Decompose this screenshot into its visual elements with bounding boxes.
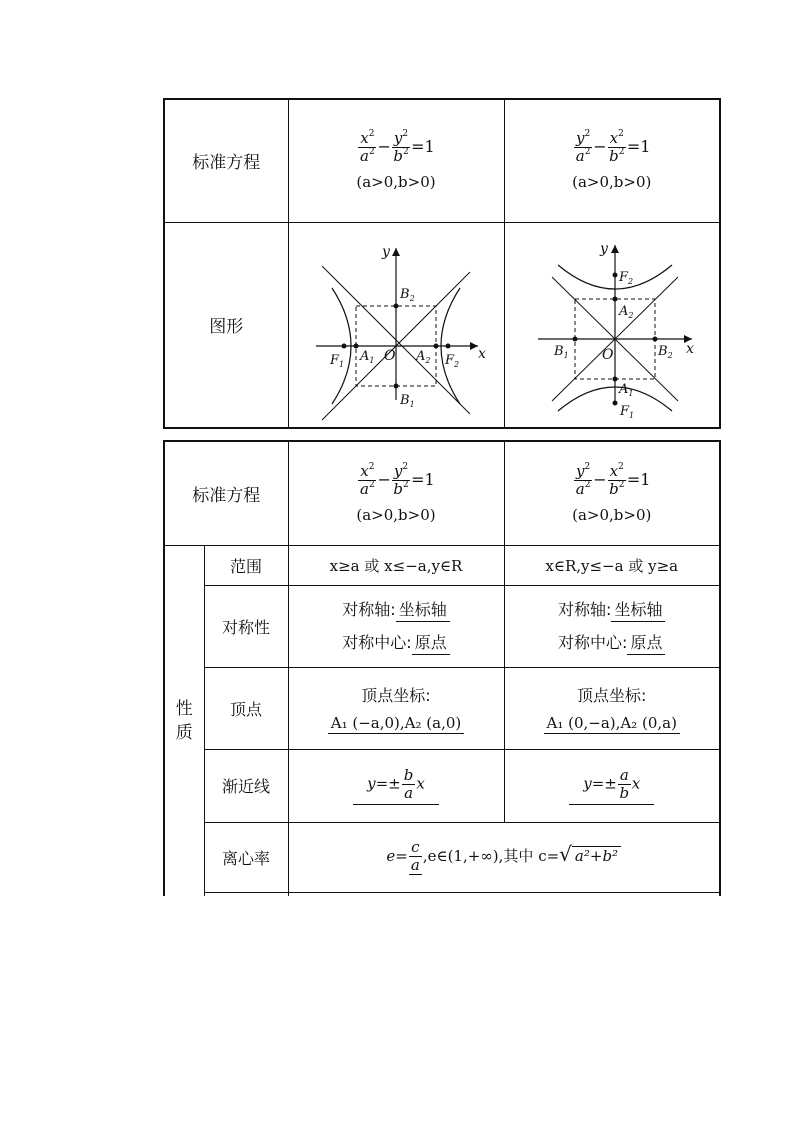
graph-vertical-cell	[504, 222, 720, 428]
label-standard-equation: 标准方程	[164, 441, 288, 545]
eccentricity-cell: e= $\frac{c}{a}$ ,e∈(1,+∞),其中 c=√ a²+b²	[288, 822, 720, 892]
symmetry-y-cell: 对称轴: 坐标轴 对称中心: 原点	[504, 585, 720, 667]
svg-text:A1: $A_1$	[618, 381, 634, 398]
graph-horizontal-cell	[288, 222, 504, 428]
equation-y-cell	[504, 99, 720, 222]
range-x-cell: x≥a 或 x≤−a,y∈R	[288, 545, 504, 585]
svg-text:F1: $F_1$	[619, 403, 634, 420]
svg-text:F1: $F_1$	[330, 352, 345, 369]
svg-text:A2: $A_2$	[416, 348, 431, 365]
asymptote-x-formula: y=± $\frac{b}{a}$ x	[353, 767, 439, 805]
svg-text:x: x	[478, 345, 486, 362]
asymptote-y-formula: y=± $\frac{a}{b}$ x	[569, 767, 654, 805]
condition: (a>0,b>0)	[572, 173, 652, 192]
svg-text:B1: $B_1$	[553, 343, 569, 360]
label-graph: 图形	[164, 222, 288, 428]
label-eccentricity: 离心率	[204, 822, 288, 892]
vertex-x-value: A₁ (−a,0),A₂ (a,0)	[328, 714, 464, 734]
top-table	[163, 98, 721, 429]
eccentricity-fraction: $\frac{c}{a}$	[410, 838, 420, 874]
svg-text:y: y	[382, 243, 390, 260]
label-standard-equation: 标准方程	[164, 99, 288, 222]
svg-text:B1: $B_1$	[400, 392, 415, 409]
svg-text:O: O	[384, 347, 396, 364]
equation-x-cell	[288, 441, 504, 545]
svg-text:y: y	[599, 240, 608, 257]
equation-y-cell	[504, 441, 720, 545]
label-symmetry: 对称性	[204, 585, 288, 667]
svg-text:B2: $B_2$	[400, 286, 415, 303]
equation-x: $\frac{x^2}{a^2}$ − $\frac{y^2}{b^2}$ =1	[360, 129, 435, 166]
condition: (a>0,b>0)	[356, 173, 436, 192]
label-vertex: 顶点	[204, 667, 288, 749]
vertex-y-value: A₁ (0,−a),A₂ (0,a)	[544, 714, 680, 734]
symmetry-axis-value: 坐标轴	[396, 597, 450, 622]
svg-text:A1: $A_1$	[360, 348, 375, 365]
bottom-table	[163, 440, 721, 896]
vertex-x-cell: 顶点坐标: A₁ (−a,0),A₂ (a,0)	[288, 667, 504, 749]
svg-text:F2: $F_2$	[445, 352, 460, 369]
hyperbola-horizontal-graph	[296, 240, 496, 410]
label-range: 范围	[204, 545, 288, 585]
svg-text:A2: $A_2$	[618, 303, 634, 320]
condition: (a>0,b>0)	[572, 505, 652, 524]
equation-y: $\frac{y^2}{a^2}$ − $\frac{x^2}{b^2}$ =1	[575, 461, 651, 498]
properties-label: 性 质	[164, 545, 204, 896]
svg-text:B2: $B_2$	[657, 343, 673, 360]
vertex-y-cell: 顶点坐标: A₁ (0,−a),A₂ (0,a)	[504, 667, 720, 749]
symmetry-center-value: 原点	[627, 630, 665, 655]
symmetry-axis-value: 坐标轴	[611, 597, 665, 622]
asymptote-x-cell	[288, 749, 504, 822]
symmetry-x-cell: 对称轴: 坐标轴 对称中心: 原点	[288, 585, 504, 667]
asymptote-y-cell	[504, 749, 720, 822]
svg-text:F2: $F_2$	[618, 269, 633, 286]
square-root: √	[559, 842, 572, 866]
symmetry-center-value: 原点	[412, 630, 450, 655]
svg-text:O: O	[601, 346, 614, 363]
equation-x-cell	[288, 99, 504, 222]
condition: (a>0,b>0)	[356, 505, 436, 524]
range-y-cell: x∈R,y≤−a 或 y≥a	[504, 545, 720, 585]
equation-y: $\frac{y^2}{a^2}$ − $\frac{x^2}{b^2}$ =1	[575, 129, 651, 166]
label-asymptote: 渐近线	[204, 749, 288, 822]
equation-x: $\frac{x^2}{a^2}$ − $\frac{y^2}{b^2}$ =1	[360, 461, 435, 498]
svg-text:x: x	[685, 340, 694, 357]
hyperbola-vertical-graph	[512, 235, 712, 420]
